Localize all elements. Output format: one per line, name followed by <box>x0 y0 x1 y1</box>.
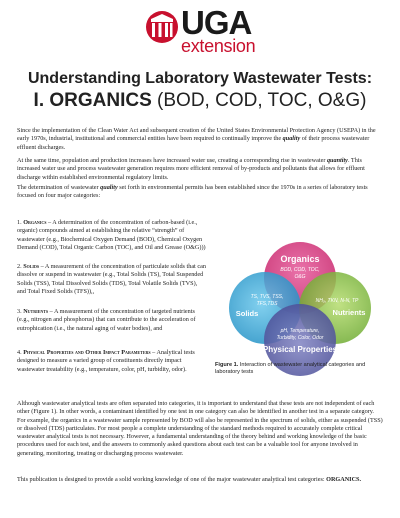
emphasis: ORGANICS. <box>326 476 362 483</box>
subtitle-rest: (BOD, COD, TOC, O&G) <box>151 90 367 111</box>
logo-subtitle: extension <box>181 36 256 56</box>
intro-paragraph-3 <box>17 184 383 201</box>
closing-paragraph <box>17 476 383 484</box>
list-item <box>17 219 207 252</box>
nutrients-tests: NH₃, TKN, N-N, TP <box>315 298 359 304</box>
emphasis: quantity <box>326 157 348 164</box>
text: Since the implementation of the Clean Water Act and subsequent creation of the United States Environmental Protection Agency (USEPA) in the early 1970s, industrial, institutional and commercial entities have been required to continually improve the <box>17 127 376 143</box>
list-item <box>17 263 207 296</box>
emphasis: quality <box>282 135 301 143</box>
physical-tests-2: Turbidity, Color, Odor <box>276 335 324 341</box>
list-item <box>17 308 207 333</box>
list-item <box>17 349 207 374</box>
item-text: – A measurement of the concentration of particulate solids that can dissolve or suspend in wastewater (e.g., Total Solids (TS), Total Suspended Solids (TSS), Total Dissolved Solids (TDS), Total Volatile Solids (TVS), and Total Fixed Solids (TFS)),, <box>17 263 206 295</box>
document-title: Understanding Laboratory Wastewater Tests: <box>27 70 373 87</box>
logo-brand: UGA <box>181 4 252 41</box>
item-heading: Physical Properties and Other Impact Parameters <box>23 349 151 356</box>
subtitle-bold: I. ORGANICS <box>33 90 152 111</box>
item-text: – Analytical tests designed to measure a varied group of constituents directly impact wastewater treatability (e.g., temperature, color, pH, turbidity, odor). <box>17 349 195 373</box>
item-number: 3. <box>17 308 24 315</box>
solids-tests-2: TFS,TDS <box>256 301 278 307</box>
organics-tests-2: O&G <box>294 274 306 280</box>
item-heading: Organics <box>23 219 47 226</box>
venn-diagram <box>215 240 385 380</box>
emphasis: quality <box>100 184 118 191</box>
text: This publication is designed to provide a solid working knowledge of one of the major wastewater analytical test categories: <box>17 476 327 483</box>
text: . This increased water use and process wastewater generation requires more efficient removal of by-products and pollutants that allows for effluent discharge within established environmental regulatory limits. <box>17 157 365 181</box>
item-heading: Solids <box>23 263 40 270</box>
organics-title: Organics <box>280 254 320 264</box>
caption-label: Figure 1. <box>215 362 239 368</box>
uga-extension-logo <box>145 4 256 58</box>
text: set forth in environmental permits has been established since the 1970s in a series of laboratory tests focused on four major categories: <box>17 184 368 200</box>
physical-tests: pH, Temperature, <box>280 328 320 334</box>
arch-icon <box>145 10 179 44</box>
item-text: – A measurement of the concentration of targeted nutrients (e.g., nitrogen and phosphorus) that can contribute to the acceleration of eutrophication (i.e., the natural aging of water bodies), and <box>17 308 196 332</box>
intro-paragraph-1 <box>17 127 383 152</box>
item-number: 2. <box>17 263 24 270</box>
item-number: 1. <box>17 219 24 226</box>
text: At the same time, population and production increases have increased water use, creating a corresponding rise in wastewater <box>17 157 327 164</box>
document-subtitle <box>0 90 400 112</box>
item-text: – A determination of the concentration of carbon-based (i.e., organic) compounds aimed at establishing the relative “strength” of wastewater (e.g., Biochemical Oxygen Demand (BOD), Chemical Oxygen Demand (COD), Total Organic Carbon (TOC), and Oil and Grease (O&G))) <box>17 219 206 251</box>
nutrients-title: Nutrients <box>332 308 366 317</box>
organics-tests: BOD, COD, TOC, <box>280 267 320 273</box>
item-heading: Nutrients <box>23 308 49 315</box>
text: The determination of wastewater <box>17 184 101 191</box>
solids-title: Solids <box>235 309 259 318</box>
intro-paragraph-2 <box>17 157 383 182</box>
solids-tests: TS, TVS, TSS, <box>250 294 284 300</box>
figure-caption <box>215 362 390 376</box>
body-paragraph: Although wastewater analytical tests are often separated into categories, it is important to understand that these tests are not independent of each other (Figure 1). In other words, a contaminant identified by one test in one category can also be identified in another test in a separate category. For example, the organics in a wastewater sample represented by BOD will also be represented in the spectrum of solids, either as suspended (TSS) or dissolved (TDS) particulates. For most people a complete understanding of the standard methods required to accurately complete critical wastewater analytical tests is not necessary. However, a fundamental understanding of the theory behind and working knowledge of the basic procedures used for each test, and the answers to commonly asked questions about each test can be a valuable tool for anyone involved in generating, monitoring, treating or discharging process wastewater. <box>17 400 383 457</box>
caption-text: Interaction of wastewater analytical categories and laboratory tests <box>215 362 366 375</box>
item-number: 4. <box>17 349 24 356</box>
text: of their process wastewater effluent discharges. <box>17 135 370 151</box>
physical-title: Physical Properties <box>262 345 338 354</box>
